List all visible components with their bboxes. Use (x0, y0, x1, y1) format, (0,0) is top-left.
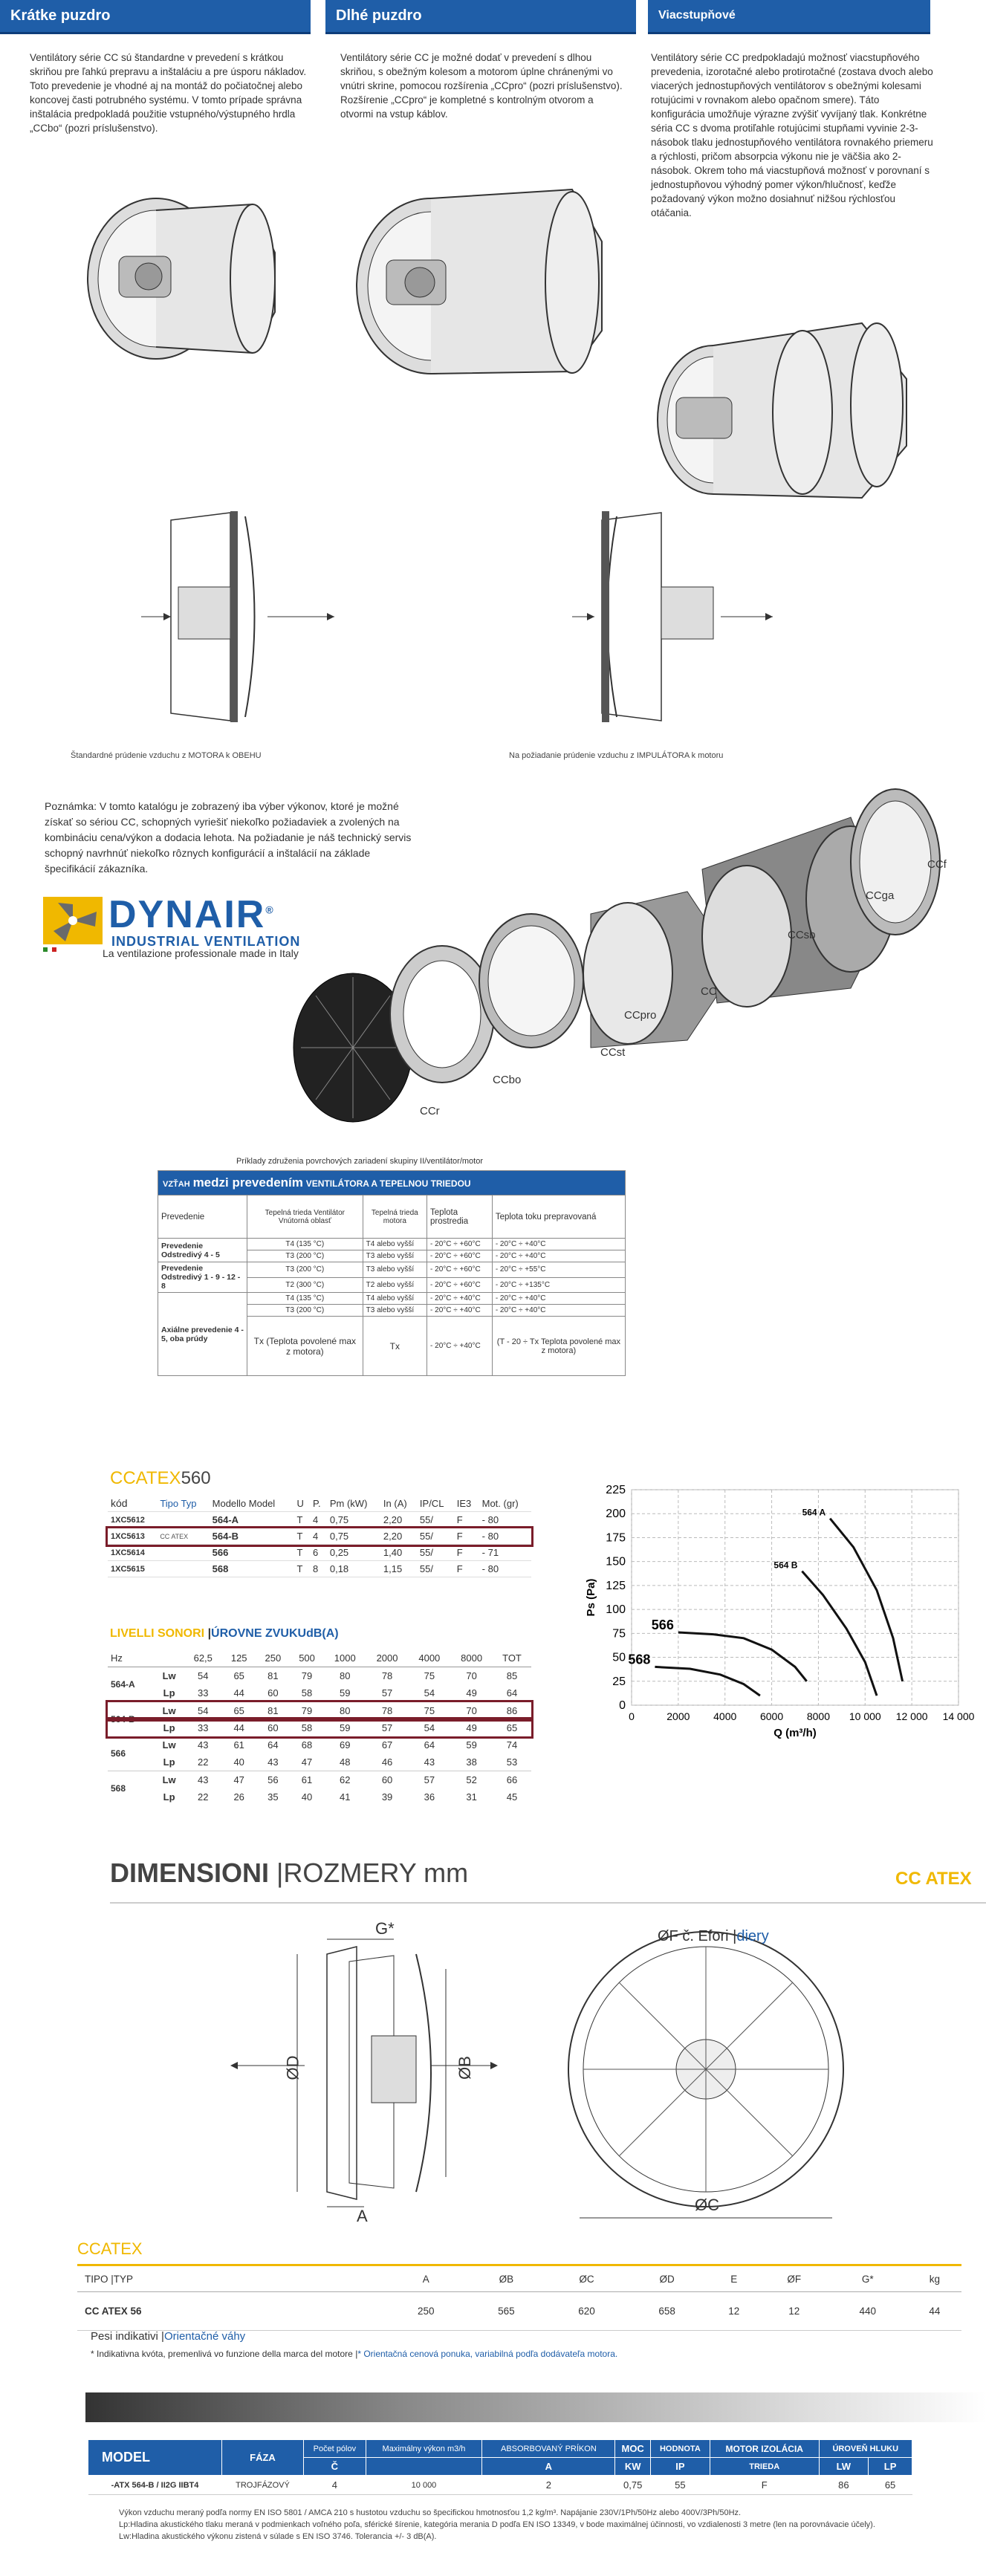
table-row-highlighted: 564-B Lw 54 65 81 79 80 78 75 70 86 (108, 1702, 531, 1720)
col-header: ØC (579, 2273, 594, 2285)
col-header: 62,5 (193, 1652, 213, 1664)
spec-title: CCATEX560 (110, 1468, 211, 1488)
col-header: kód (108, 1495, 157, 1512)
col-header: Modello Model (210, 1495, 294, 1512)
col-header: Tepelná trieda motora (363, 1195, 426, 1239)
table-row: 1XC5612 564-A T 4 0,75 2,20 55/ F - 80 (108, 1512, 531, 1528)
dim-label-f: ØF č. Efori |diery (658, 1928, 769, 1944)
dim-table-title: CCATEX (77, 2239, 143, 2258)
col-header: Teplota toku prepravovaná (492, 1195, 625, 1239)
col-subheader: KW (615, 2458, 650, 2476)
part-label-ccf: CCf (927, 858, 947, 871)
table-row: 564-A Lw 54 65 81 79 80 78 75 70 85 (111, 1670, 518, 1690)
x-axis-label: Q (m³/h) (773, 1727, 817, 1739)
table-cell: T3 (200 °C) (247, 1250, 363, 1262)
series-label: 564 A (802, 1507, 826, 1518)
col-header: Teplota prostredia (427, 1195, 493, 1239)
table-cell: - 20°C ÷ +55°C (492, 1262, 625, 1278)
dim-label-d: ØD (283, 2055, 302, 2080)
x-tick-label: 10 000 (849, 1710, 881, 1722)
brand-tagline: La ventilazione professionale made in Italy (103, 947, 299, 959)
plot-area (632, 1490, 959, 1705)
multistage-text: Ventilátory série CC predpokladajú možnosť viacstupňového prevedenia, izorotačné alebo protirotačné (zostava dvoch alebo viacerých jednostupňových ventilátorov s obežnými kolesami rotujúcimi v rovnakom alebo opačnom smere). Táto konfigurácia umožňuje výrazne zvýšiť vyvíjaný tlak. Konkrétne séria CC s dvoma protiľahle rotujúcimi stupňami vyvinie 2-3-násobok tlaku jednostupňového ventilátora rovnakého priemeru a rýchlosti, pričom absorpcia výkonu nie je väčšia ako 2-násobok. Okrem toho má viacstupňová možnosť v porovnaní s jednostupňovou výhodný pomer výkon/hlučnosť, keďže požadovaný výkon možno dosiahnuť nižšou rýchlosťou otáčania. (651, 52, 933, 218)
x-tick-label: 2000 (666, 1710, 690, 1722)
col-header: A (422, 2273, 429, 2285)
weights-note: Pesi indikativi |Orientačné váhy (91, 2330, 246, 2343)
y-tick-label: 150 (606, 1555, 626, 1568)
caption-airflow-reverse: Na požiadanie prúdenie vzduchu z IMPULÁTORA k motoru (509, 751, 724, 760)
table-row: -ATX 564-B / II2G IIBT4 TROJFÁZOVÝ 4 10 000 2 0,75 55 F 86 65 (88, 2476, 912, 2495)
col-subheader: A (482, 2458, 615, 2476)
table-cell: T3 alebo vyšší (363, 1305, 426, 1317)
y-tick-label: 100 (606, 1603, 626, 1617)
short-housing-text: Ventilátory série CC sú štandardne v prevedení s krátkou skriňou pre ľahkú prepravu a inštaláciu a pre úsporu nákladov. Toto prevedenie je vhodné aj na montáž do počiatočnej alebo koncovej časti potrubného systému. V tomto prípade správna inštalácia predpokladá použitie vstupného/výstupného hrdla „CCbo“ (pozri príslušenstvo). (30, 52, 307, 134)
y-tick-label: 125 (606, 1579, 626, 1592)
dim-label-c: ØC (695, 2196, 719, 2214)
y-tick-label: 175 (606, 1531, 626, 1545)
table-row: 1XC5615 568 T 8 0,18 1,15 55/ F - 80 (108, 1561, 531, 1577)
dim-label-b: ØB (455, 2056, 474, 2080)
temp-table-title: VZŤAH medzi prevedením VENTILÁTORA A TEPELNOU TRIEDOU (158, 1171, 626, 1195)
long-fan-image (349, 182, 624, 375)
short-fan-image (74, 193, 297, 364)
col-header: MOC (615, 2440, 650, 2458)
table-cell: - 20°C ÷ +40°C (427, 1305, 493, 1317)
dimensions-title: DIMENSIONI |ROZMERY mm (110, 1858, 469, 1888)
group-label: Axiálne prevedenie 4 - 5, oba prúdy (158, 1293, 247, 1376)
table-cell: T2 (300 °C) (247, 1277, 363, 1293)
header-long-housing (325, 0, 636, 34)
table-cell: - 20°C ÷ +40°C (427, 1293, 493, 1305)
brand-sub: INDUSTRIAL VENTILATION (111, 934, 301, 949)
header-long-title: Dlhé puzdro (336, 7, 422, 24)
col-header: Prevedenie (158, 1195, 247, 1239)
col-header: TOT (502, 1652, 522, 1664)
col-header: 2000 (376, 1652, 398, 1664)
sound-title: LIVELLI SONORI |ÚROVNE ZVUKUdB(A) (110, 1627, 339, 1640)
y-tick-label: 0 (619, 1699, 626, 1712)
header-short-title: Krátke puzdro (10, 7, 111, 24)
table-cell: - 20°C ÷ +40°C (492, 1293, 625, 1305)
col-header: Mot. (gr) (479, 1495, 531, 1512)
col-header: ABSORBOVANÝ PRÍKON (482, 2440, 615, 2458)
y-tick-label: 75 (612, 1627, 626, 1641)
part-label-ccst: CCst (600, 1046, 626, 1059)
dim-label-g: G* (375, 1919, 395, 1938)
table-cell: - 20°C ÷ +60°C (427, 1250, 493, 1262)
col-subheader: LP (869, 2458, 912, 2476)
col-subheader: Č (304, 2458, 366, 2476)
col-header: Tepelná trieda Ventilátor Vnútorná oblasť (247, 1195, 363, 1239)
dimension-drawing (223, 1910, 892, 2229)
col-header: Hz (111, 1652, 123, 1664)
sound-table (108, 1649, 531, 1806)
header-multistage (648, 0, 930, 34)
col-header: ØD (659, 2273, 675, 2285)
header-multistage-title: Viacstupňové (658, 9, 736, 22)
temperature-class-table (158, 1170, 626, 1376)
col-header: kg (929, 2273, 941, 2285)
catalog-note: Poznámka: V tomto katalógu je zobrazený iba výber výkonov, ktoré je možné získať so sériou CC, schopných vyriešiť niekoľko požiadaviek a zvolených na kombináciu cena/výkon a dodacia lehota. Na požiadanie je náš technický servis schopný navrhnúť niekoľko rôznych konfigurácií a inštalácií na základe špecifikácií zákazníka. (45, 800, 412, 875)
part-label-ccsb: CCsb (788, 929, 816, 941)
table-cell: Tx (Teplota povolené max z motora) (247, 1317, 363, 1376)
part-label-ccr: CCr (420, 1105, 440, 1117)
col-header: ØF (787, 2273, 802, 2285)
table-row: 1XC5614 566 T 6 0,25 1,40 55/ F - 71 (108, 1545, 531, 1561)
table-cell: Tx (363, 1317, 426, 1376)
col-header: Pm (kW) (327, 1495, 380, 1512)
airflow-reverse-diagram (572, 505, 780, 728)
fan-logo-icon (43, 897, 103, 944)
table-cell: T3 (200 °C) (247, 1305, 363, 1317)
col-header: 4000 (418, 1652, 441, 1664)
table-cell: T3 alebo vyšší (363, 1262, 426, 1278)
col-header: MODEL (88, 2440, 222, 2476)
brand-name: DYNAIR® (108, 893, 275, 936)
y-tick-label: 225 (606, 1484, 626, 1496)
footer-notes (119, 2507, 944, 2543)
col-header: U (294, 1495, 310, 1512)
table-cell: - 20°C ÷ +60°C (427, 1262, 493, 1278)
header-short-housing (0, 0, 311, 34)
table-cell: - 20°C ÷ +135°C (492, 1277, 625, 1293)
col-header: P. (310, 1495, 327, 1512)
x-tick-label: 14 000 (942, 1710, 975, 1722)
table-cell: T2 alebo vyšší (363, 1277, 426, 1293)
table-cell: - 20°C ÷ +60°C (427, 1277, 493, 1293)
col-header: 500 (299, 1652, 315, 1664)
footer-line: Lw:Hladina akustického výkonu zistená v súlade s EN ISO 3746. Tolerancia +/- 3 dB(A). (119, 2532, 437, 2541)
series-label: 566 (651, 1618, 674, 1633)
caption-airflow-standard: Štandardné prúdenie vzduchu z MOTORA k OBEHU (71, 751, 262, 760)
airflow-standard-diagram (141, 505, 349, 728)
table-cell: - 20°C ÷ +40°C (492, 1305, 625, 1317)
atex-label: CC ATEX (895, 1869, 972, 1889)
divider (110, 1902, 986, 1904)
col-header: IE3 (454, 1495, 479, 1512)
col-header: 125 (230, 1652, 247, 1664)
x-tick-label: 8000 (806, 1710, 831, 1722)
col-header: 250 (265, 1652, 282, 1664)
part-label-ccga: CCga (866, 889, 895, 902)
x-tick-label: 0 (629, 1710, 635, 1722)
col-header: ÚROVEŇ HLUKU (819, 2440, 912, 2458)
group-label: Prevedenie Odstredivý 4 - 5 (158, 1239, 247, 1262)
italian-flag-icon (43, 947, 56, 952)
y-tick-label: 25 (612, 1675, 626, 1688)
table-cell: T3 alebo vyšší (363, 1250, 426, 1262)
x-tick-label: 6000 (759, 1710, 784, 1722)
table-row: 566 Lw 43 61 64 68 69 67 64 59 74 (111, 1739, 518, 1759)
dimension-table (77, 2264, 961, 2331)
group-label: Prevedenie Odstredivý 1 - 9 - 12 - 8 (158, 1262, 247, 1293)
table-cell: T4 alebo vyšší (363, 1293, 426, 1305)
y-axis-label: Ps (Pa) (585, 1578, 597, 1617)
table-row: CC ATEX 56 250 565 620 658 12 12 440 44 (77, 2292, 961, 2331)
table-cell: - 20°C ÷ +40°C (427, 1317, 493, 1376)
x-tick-label: 4000 (713, 1710, 737, 1722)
table-cell: T4 (135 °C) (247, 1239, 363, 1250)
table-row-highlighted: Lp 33 44 60 58 59 57 54 49 65 (108, 1719, 531, 1736)
spec-table (108, 1495, 531, 1577)
multistage-fan-image (654, 312, 929, 505)
col-header: Tipo Typ (157, 1495, 209, 1512)
table-cell: - 20°C ÷ +40°C (492, 1250, 625, 1262)
accessories-exploded-view (271, 758, 955, 1129)
x-tick-label: 12 000 (895, 1710, 928, 1722)
col-header: Maximálny výkon m3/h (366, 2440, 482, 2458)
model-table (88, 2439, 912, 2495)
part-label-cc: CC (701, 985, 717, 998)
dim-footnote: * Indikativna kvóta, premenlivá vo funzione della marca del motore |* Orientačná cenová ponuka, variabilná podľa dodávateľa motora. (91, 2349, 618, 2359)
table-cell: T4 alebo vyšší (363, 1239, 426, 1250)
col-header: 1000 (334, 1652, 356, 1664)
long-housing-text: Ventilátory série CC je možné dodať v prevedení s dlhou skriňou, s obežným kolesom a motorom úplne chránenými vo vnútri skrine, pomocou rozšírenia „CCpro“ (pozri príslušenstvo). Rozšírenie „CCpro“ je kompletné s kontrolným otvorom a otvormi na vstup káblov. (340, 52, 623, 120)
part-label-ccpro: CCpro (624, 1009, 657, 1022)
col-header: Počet pólov (304, 2440, 366, 2458)
col-header: ØB (499, 2273, 514, 2285)
col-header: MOTOR IZOLÁCIA (710, 2440, 819, 2458)
table-cell: - 20°C ÷ +60°C (427, 1239, 493, 1250)
table-row: 568 Lw 43 47 56 61 62 60 57 52 66 (111, 1774, 518, 1794)
table-row: Lp 33 44 60 58 59 57 54 49 64 (108, 1684, 531, 1702)
footer-line: Lp:Hladina akustického tlaku meraná v podmienkach voľného poľa, sférické šírenie, kategória merania D podľa EN ISO 13349, v bode maximálnej účinnosti, vo vzdialenosti 3 metre (len na porovnávacie účely). (119, 2520, 875, 2529)
temp-table-caption: Príklady združenia povrchových zariadení skupiny II/ventilátor/motor (236, 1157, 483, 1166)
footer-line: Výkon vzduchu meraný podľa normy EN ISO 5801 / AMCA 210 s hustotou vzduchu so špecifickou hmotnosťou 1,2 kg/m³. Napájanie 230V/1Ph/50Hz alebo 400V/3Ph/50Hz. (119, 2508, 742, 2517)
col-subheader: LW (819, 2458, 869, 2476)
dim-label-a: A (357, 2207, 368, 2225)
col-header: FÁZA (222, 2440, 304, 2476)
series-label: 564 B (773, 1560, 798, 1571)
y-tick-label: 200 (606, 1508, 626, 1521)
table-cell: - 20°C ÷ +40°C (492, 1239, 625, 1250)
col-header: G* (861, 2273, 874, 2285)
series-label: 568 (628, 1652, 651, 1667)
col-header: In (A) (380, 1495, 417, 1512)
col-header: TIPO |TYP (85, 2273, 134, 2285)
col-header: IP/CL (417, 1495, 454, 1512)
performance-chart (572, 1479, 986, 1761)
table-row: Lp 22 40 43 47 48 46 43 38 53 (108, 1753, 531, 1771)
table-cell: (T - 20 ÷ Tx Teplota povolené max z motora) (492, 1317, 625, 1376)
part-label-ccbo: CCbo (493, 1074, 522, 1086)
table-cell: T4 (135 °C) (247, 1293, 363, 1305)
col-header: HODNOTA (650, 2440, 710, 2458)
table-row-highlighted: 1XC5613 CC ATEX 564-B T 4 0,75 2,20 55/ F - 80 (108, 1528, 531, 1545)
col-subheader: TRIEDA (710, 2458, 819, 2476)
decorative-bar (85, 2392, 986, 2422)
y-tick-label: 50 (612, 1651, 626, 1664)
col-subheader: IP (650, 2458, 710, 2476)
table-cell: T3 (200 °C) (247, 1262, 363, 1278)
col-header: E (730, 2273, 738, 2285)
col-header: 8000 (461, 1652, 483, 1664)
table-row: Lp 22 26 35 40 41 39 36 31 45 (163, 1791, 518, 1803)
